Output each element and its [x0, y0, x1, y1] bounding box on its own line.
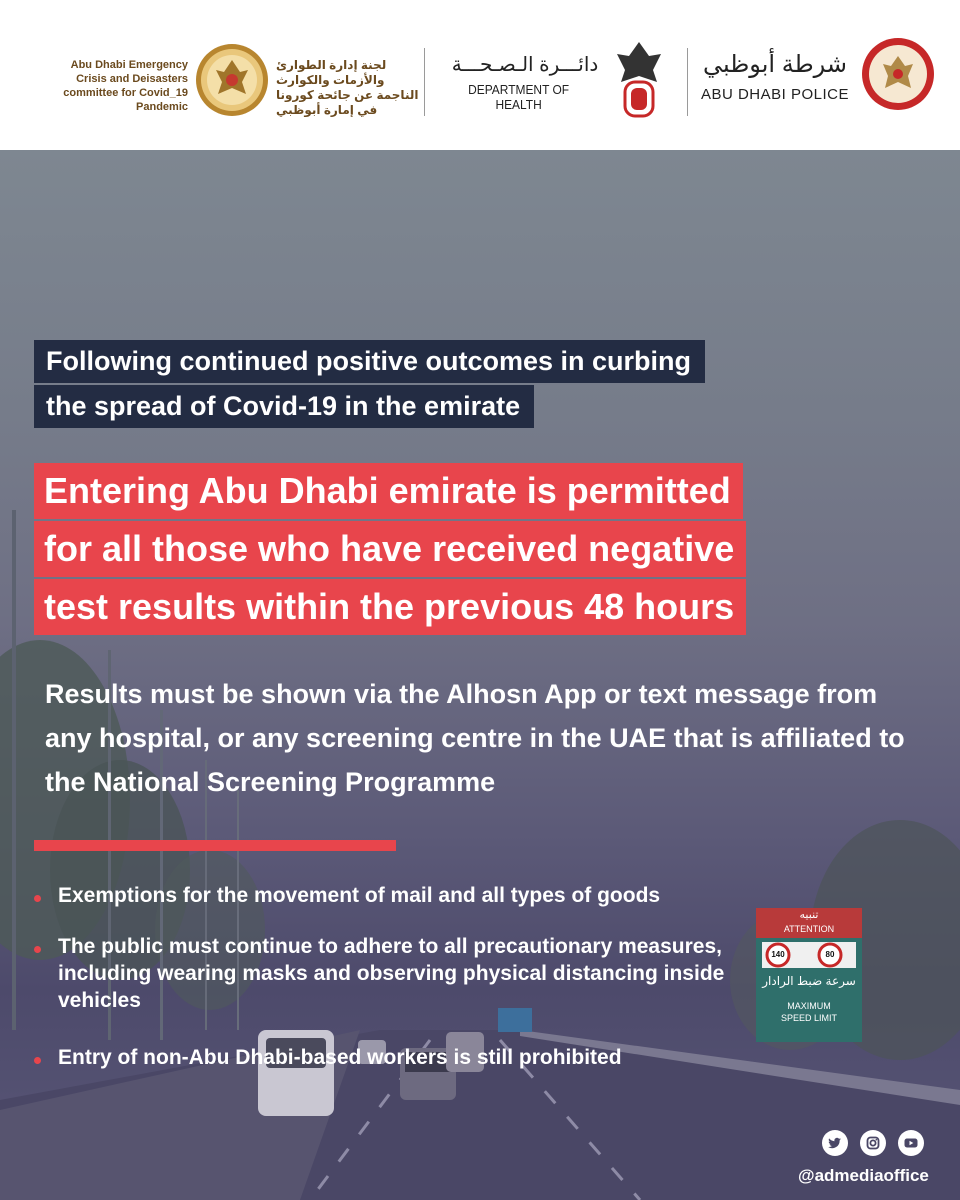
youtube-icon[interactable]: [898, 1130, 924, 1156]
road-sign-en-line2: SPEED LIMIT: [780, 1013, 837, 1023]
bullet-text: Exemptions for the movement of mail and all types of goods: [58, 884, 661, 907]
header-divider: [687, 48, 688, 116]
instagram-icon[interactable]: [860, 1130, 886, 1156]
intro-line-1: Following continued positive outcomes in curbing: [34, 340, 705, 383]
falcon-emblem-icon: [611, 38, 667, 122]
bullet-text: Entry of non-Abu Dhabi-based workers is still prohibited: [58, 1046, 622, 1069]
header-bar: [0, 0, 960, 150]
road-sign-limit-2: 80: [825, 950, 835, 959]
doh-name-ar: دائـــرة الـصـحـــة: [451, 54, 599, 76]
red-divider-rule: [34, 840, 396, 851]
police-name-ar: شرطة أبوظبي: [702, 51, 848, 78]
intro-block: [34, 340, 705, 430]
header-divider: [424, 48, 425, 116]
road-sign-en-title: ATTENTION: [783, 924, 835, 934]
bullet-dot-icon: [34, 1057, 41, 1064]
department-of-health-logo: [445, 38, 675, 122]
intro-line-2: the spread of Covid-19 in the emirate: [34, 385, 534, 428]
headline-line-2: for all those who have received negative: [34, 521, 746, 577]
crisis-committee-logo: [38, 42, 419, 120]
uae-emblem-seal-icon: [194, 42, 270, 118]
bullet-list: [34, 882, 794, 1071]
list-item: [34, 933, 794, 1014]
police-name-en: ABU DHABI POLICE: [700, 86, 850, 103]
road-sign-ar-radar: سرعة ضبط الرادار: [762, 974, 856, 988]
crisis-committee-name-ar: لجنة إدارة الطوارئ والأزمات والكوارث الناجمة عن جائحة كورونا في إمارة أبوظبي: [276, 58, 419, 117]
social-media-bar: [790, 1130, 950, 1186]
road-sign-ar-title: تنبيه: [799, 909, 819, 921]
road-sign-en-line1: MAXIMUM: [787, 1001, 831, 1011]
social-handle[interactable]: @admediaoffice: [798, 1166, 929, 1185]
bullet-dot-icon: [34, 946, 41, 953]
results-paragraph: Results must be shown via the Alhosn App or text message from any hospital, or any screening centre in the UAE that is affiliated to the National Screening Programme: [45, 679, 905, 797]
bullet-text: The public must continue to adhere to all precautionary measures, including wearing masks and observing physical distancing inside vehicles: [58, 935, 725, 1012]
list-item: [34, 1044, 794, 1071]
crisis-committee-name-en: Abu Dhabi Emergency Crisis and Deisasters committee for Covid_19 Pandemic: [63, 59, 188, 113]
headline-block: [34, 463, 746, 637]
headline-line-3: test results within the previous 48 hours: [34, 579, 746, 635]
doh-name-en: DEPARTMENT OF HEALTH: [468, 82, 570, 112]
headline-line-1: Entering Abu Dhabi emirate is permitted: [34, 463, 743, 519]
list-item: [34, 882, 794, 909]
twitter-icon[interactable]: [822, 1130, 848, 1156]
police-seal-icon: [860, 36, 936, 112]
abu-dhabi-police-logo: [700, 36, 940, 126]
bullet-dot-icon: [34, 895, 41, 902]
road-sign-limit-1: 140: [771, 950, 785, 959]
